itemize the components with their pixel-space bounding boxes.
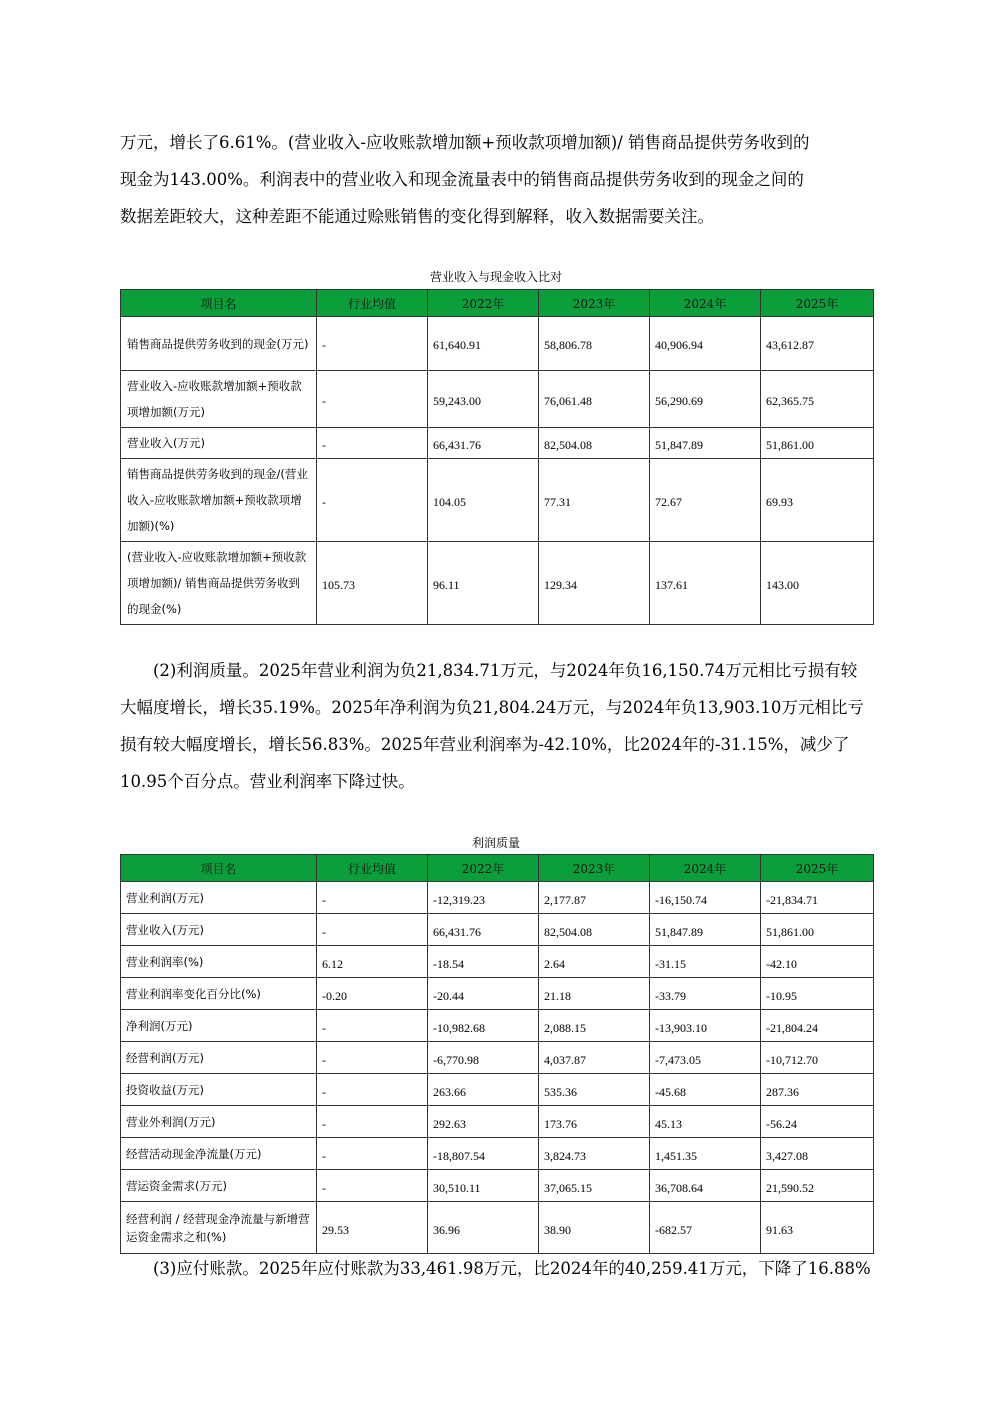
table-cell: 77.31 (539, 459, 650, 542)
table-cell: 66,431.76 (428, 914, 539, 946)
row-label: 销售商品提供劳务收到的现金(万元) (121, 317, 317, 371)
table-row (121, 1010, 874, 1042)
table-cell: 4,037.87 (539, 1042, 650, 1074)
column-header: 2024年 (650, 290, 761, 317)
table-cell: 21,590.52 (761, 1170, 874, 1202)
table-row (121, 459, 874, 542)
table-cell: - (317, 1138, 428, 1170)
column-header: 2023年 (539, 290, 650, 317)
table-row (121, 1138, 874, 1170)
row-label: 净利润(万元) (121, 1010, 317, 1042)
table-cell: 3,824.73 (539, 1138, 650, 1170)
table-cell: 76,061.48 (539, 371, 650, 428)
column-header: 项目名 (121, 855, 317, 882)
table-cell: 82,504.08 (539, 428, 650, 459)
table-cell: 43,612.87 (761, 317, 874, 371)
revenue-cash-table (120, 289, 874, 625)
table-cell: -10,712.70 (761, 1042, 874, 1074)
table-row (121, 914, 874, 946)
table-cell: -0.20 (317, 978, 428, 1010)
intro-line: 数据差距较大，这种差距不能通过赊账销售的变化得到解释，收入数据需要关注。 (120, 207, 714, 226)
table-cell: - (317, 317, 428, 371)
table-cell: 1,451.35 (650, 1138, 761, 1170)
table-cell: 66,431.76 (428, 428, 539, 459)
table-header-row (121, 290, 874, 317)
table-cell: 61,640.91 (428, 317, 539, 371)
column-header: 2022年 (428, 855, 539, 882)
table-cell: 58,806.78 (539, 317, 650, 371)
table-cell: -18,807.54 (428, 1138, 539, 1170)
table-cell: 104.05 (428, 459, 539, 542)
table-cell: -682.57 (650, 1202, 761, 1254)
table-cell: 535.36 (539, 1074, 650, 1106)
table-cell: 51,847.89 (650, 428, 761, 459)
column-header: 2024年 (650, 855, 761, 882)
row-label: 营业收入(万元) (121, 914, 317, 946)
profit-paragraph (120, 652, 880, 800)
table-cell: -21,804.24 (761, 1010, 874, 1042)
column-header: 2022年 (428, 290, 539, 317)
row-label: 营业收入(万元) (121, 428, 317, 459)
table-cell: -31.15 (650, 946, 761, 978)
row-label: 经营利润 / 经营现金净流量与新增营运资金需求之和(%) (121, 1202, 317, 1254)
table-row (121, 882, 874, 914)
table-cell: 45.13 (650, 1106, 761, 1138)
table-cell: 82,504.08 (539, 914, 650, 946)
table-cell: -10,982.68 (428, 1010, 539, 1042)
table-cell: 40,906.94 (650, 317, 761, 371)
row-label: 经营利润(万元) (121, 1042, 317, 1074)
table-cell: 129.34 (539, 542, 650, 625)
table-row (121, 1042, 874, 1074)
column-header: 2025年 (761, 290, 874, 317)
table-cell: - (317, 1106, 428, 1138)
table-cell: 137.61 (650, 542, 761, 625)
table-cell: 91.63 (761, 1202, 874, 1254)
column-header: 行业均值 (317, 855, 428, 882)
table-cell: -13,903.10 (650, 1010, 761, 1042)
row-label: 投资收益(万元) (121, 1074, 317, 1106)
table-cell: 3,427.08 (761, 1138, 874, 1170)
row-label: 营业利润率变化百分比(%) (121, 978, 317, 1010)
table-cell: 21.18 (539, 978, 650, 1010)
table-cell: - (317, 459, 428, 542)
table-cell: 36.96 (428, 1202, 539, 1254)
table-cell: - (317, 882, 428, 914)
table-cell: -12,319.23 (428, 882, 539, 914)
table-cell: - (317, 1042, 428, 1074)
table-cell: 51,861.00 (761, 428, 874, 459)
table-cell: 51,861.00 (761, 914, 874, 946)
table-cell: - (317, 914, 428, 946)
table-row (121, 1074, 874, 1106)
table-cell: 30,510.11 (428, 1170, 539, 1202)
table-row (121, 317, 874, 371)
table-cell: - (317, 1010, 428, 1042)
table-cell: -45.68 (650, 1074, 761, 1106)
column-header: 行业均值 (317, 290, 428, 317)
table-row (121, 946, 874, 978)
table-cell: -42.10 (761, 946, 874, 978)
table-cell: 173.76 (539, 1106, 650, 1138)
table-row (121, 371, 874, 428)
column-header: 2025年 (761, 855, 874, 882)
profit-line: (2)利润质量。2025年营业利润为负21,834.71万元，与2024年负16,150.74万元相比亏损有较 (153, 661, 858, 680)
row-label: 营业收入-应收账款增加额+预收款项增加额(万元) (121, 371, 317, 428)
table-cell: 56,290.69 (650, 371, 761, 428)
table-cell: -7,473.05 (650, 1042, 761, 1074)
table-row (121, 978, 874, 1010)
row-label: 经营活动现金净流量(万元) (121, 1138, 317, 1170)
profit-line: 大幅度增长，增长35.19%。2025年净利润为负21,804.24万元，与2024年负13,903.10万元相比亏 (120, 698, 864, 717)
table-cell: 62,365.75 (761, 371, 874, 428)
table-cell: -33.79 (650, 978, 761, 1010)
table-cell: 2.64 (539, 946, 650, 978)
intro-line: 万元，增长了6.61%。(营业收入-应收账款增加额+预收款项增加额)/ 销售商品提供劳务收到的 (120, 133, 810, 152)
profit-quality-table (120, 854, 874, 1254)
row-label: 营业利润(万元) (121, 882, 317, 914)
table-cell: - (317, 1170, 428, 1202)
column-header: 项目名 (121, 290, 317, 317)
table-cell: - (317, 371, 428, 428)
table-cell: 263.66 (428, 1074, 539, 1106)
row-label: 营业利润率(%) (121, 946, 317, 978)
table-cell: 37,065.15 (539, 1170, 650, 1202)
table1-caption: 营业收入与现金收入比对 (429, 270, 562, 284)
profit-line: 10.95个百分点。营业利润率下降过快。 (120, 772, 415, 791)
table-cell: -18.54 (428, 946, 539, 978)
table-cell: -10.95 (761, 978, 874, 1010)
table2-caption: 利润质量 (471, 836, 520, 850)
table-cell: 96.11 (428, 542, 539, 625)
table-header-row (121, 855, 874, 882)
table-cell: -16,150.74 (650, 882, 761, 914)
row-label: 营业外利润(万元) (121, 1106, 317, 1138)
table-row (121, 1170, 874, 1202)
table-cell: 6.12 (317, 946, 428, 978)
table-cell: -56.24 (761, 1106, 874, 1138)
table-cell: 59,243.00 (428, 371, 539, 428)
row-label: 销售商品提供劳务收到的现金/(营业收入-应收账款增加额+预收款项增加额)(%) (121, 459, 317, 542)
table-cell: 2,177.87 (539, 882, 650, 914)
table-cell: 292.63 (428, 1106, 539, 1138)
row-label: 营运资金需求(万元) (121, 1170, 317, 1202)
table-cell: 38.90 (539, 1202, 650, 1254)
profit-line: 损有较大幅度增长，增长56.83%。2025年营业利润率为-42.10%，比2024年的-31.15%，减少了 (120, 735, 850, 754)
table-cell: 69.93 (761, 459, 874, 542)
payables-paragraph (120, 1250, 880, 1287)
table-cell: 29.53 (317, 1202, 428, 1254)
table-row (121, 1106, 874, 1138)
table-row (121, 428, 874, 459)
table-cell: 105.73 (317, 542, 428, 625)
table-cell: - (317, 1074, 428, 1106)
table-cell: - (317, 428, 428, 459)
table-row (121, 1202, 874, 1254)
table-cell: -21,834.71 (761, 882, 874, 914)
intro-line: 现金为143.00%。利润表中的营业收入和现金流量表中的销售商品提供劳务收到的现金之间的 (120, 170, 804, 189)
table-cell: 36,708.64 (650, 1170, 761, 1202)
table-cell: 72.67 (650, 459, 761, 542)
intro-paragraph (120, 124, 880, 235)
payables-line: (3)应付账款。2025年应付账款为33,461.98万元，比2024年的40,259.41万元，下降了16.88% (153, 1259, 871, 1278)
column-header: 2023年 (539, 855, 650, 882)
table-cell: 2,088.15 (539, 1010, 650, 1042)
table-cell: 51,847.89 (650, 914, 761, 946)
table-cell: 287.36 (761, 1074, 874, 1106)
row-label: (营业收入-应收账款增加额+预收款项增加额)/ 销售商品提供劳务收到的现金(%) (121, 542, 317, 625)
table-cell: 143.00 (761, 542, 874, 625)
table-cell: -20.44 (428, 978, 539, 1010)
table-row (121, 542, 874, 625)
table-cell: -6,770.98 (428, 1042, 539, 1074)
